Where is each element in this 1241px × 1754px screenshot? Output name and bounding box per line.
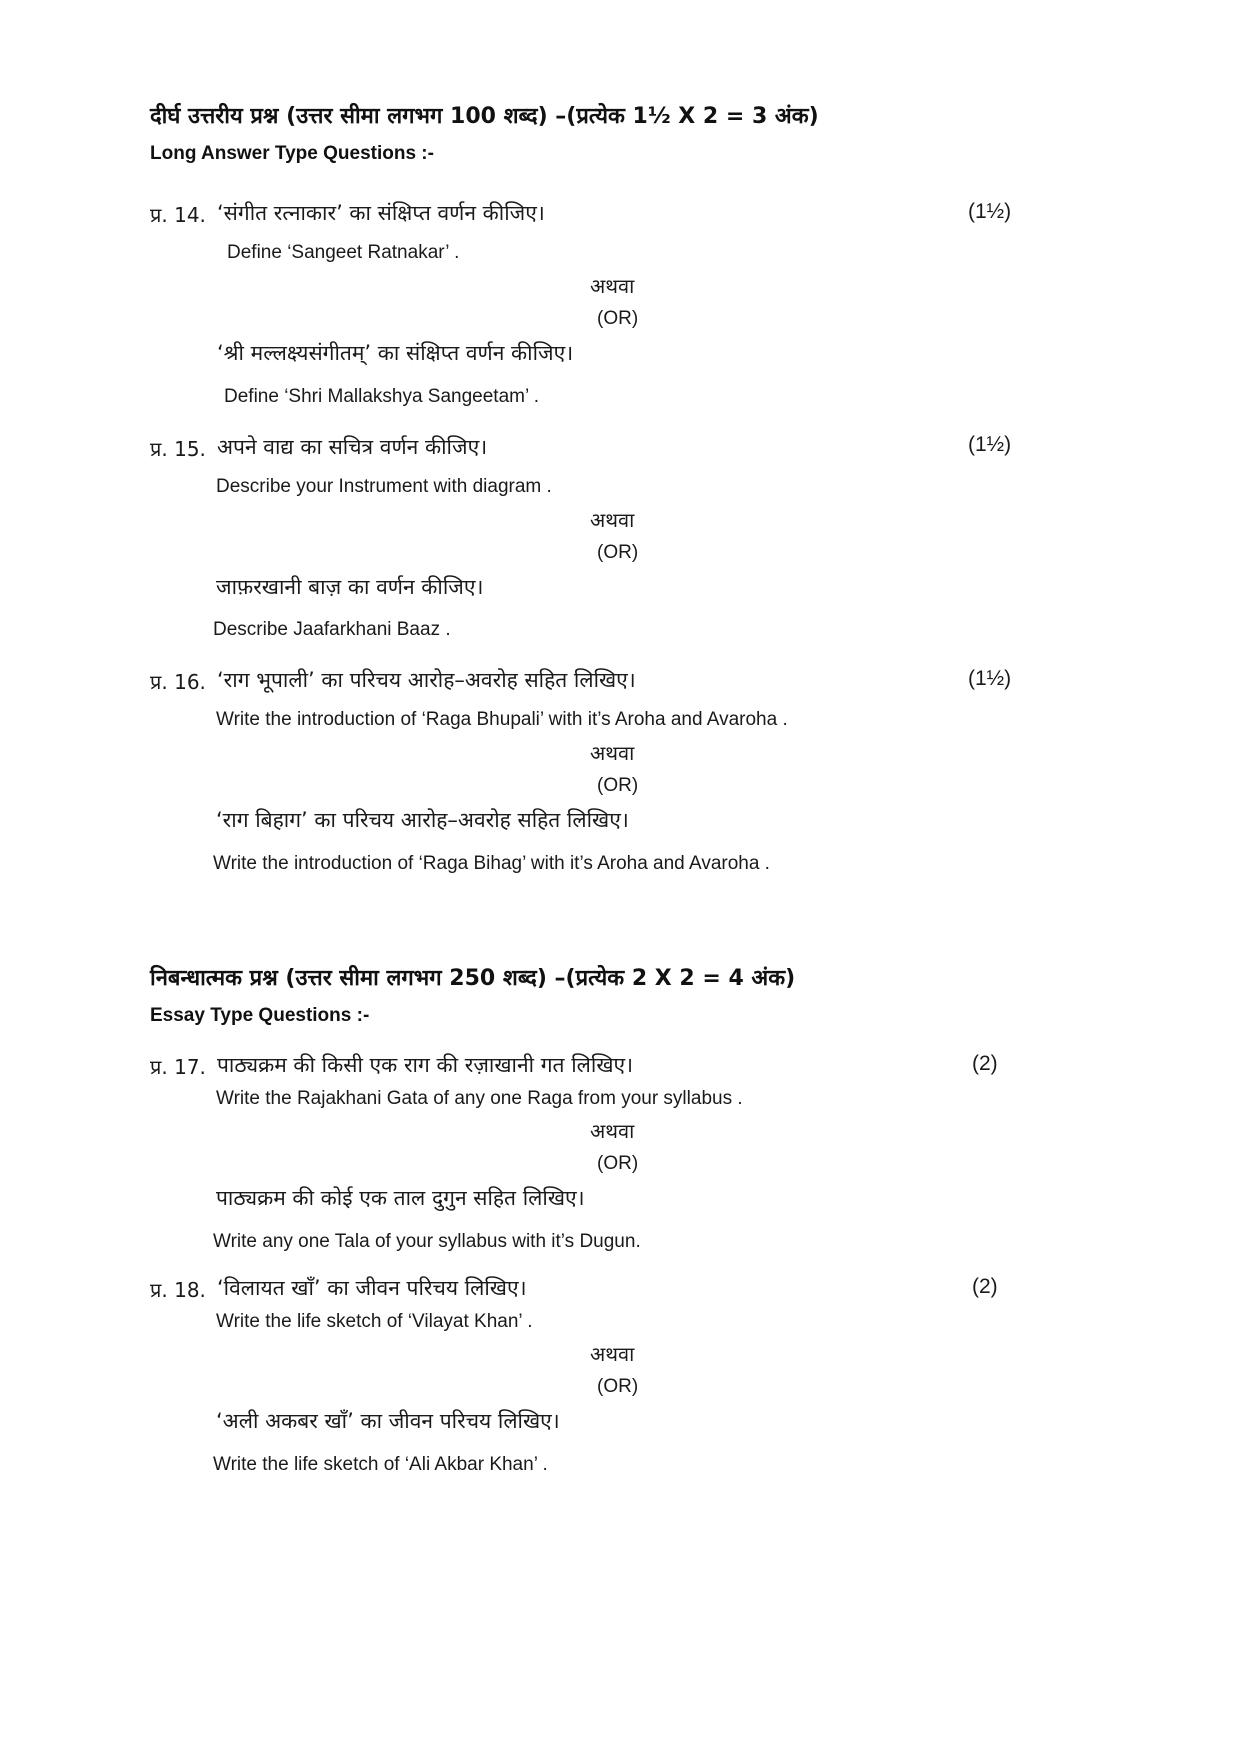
- section-title-hindi: दीर्घ उत्तरीय प्रश्न (उत्तर सीमा लगभग 100 शब्द) –(प्रत्येक 1½ X 2 = 3 अंक): [150, 104, 819, 129]
- section-title-english: Essay Type Questions :-: [150, 1005, 370, 1026]
- question-number: प्र. 14.: [150, 203, 206, 227]
- question-marks: (1½): [968, 200, 1012, 223]
- question-text-english: Describe your Instrument with diagram .: [216, 476, 552, 497]
- or-label-hindi: अथवा: [590, 1342, 635, 1366]
- or-label-english: (OR): [597, 1153, 639, 1174]
- or-label-hindi: अथवा: [590, 1119, 635, 1143]
- alternative-text-english: Define ‘Shri Mallakshya Sangeetam’ .: [224, 386, 540, 407]
- or-label-english: (OR): [597, 308, 639, 329]
- section-title-english: Long Answer Type Questions :-: [150, 143, 434, 164]
- alternative-text-english: Write the introduction of ‘Raga Bihag’ with it’s Aroha and Avaroha .: [213, 853, 770, 874]
- alternative-text-hindi: जाफ़रखानी बाज़ का वर्णन कीजिए।: [216, 575, 484, 599]
- question-number: प्र. 18.: [150, 1278, 206, 1302]
- question-text-hindi: अपने वाद्य का सचित्र वर्णन कीजिए।: [217, 435, 488, 459]
- section-title-hindi: निबन्धात्मक प्रश्न (उत्तर सीमा लगभग 250 शब्द) –(प्रत्येक 2 X 2 = 4 अंक): [150, 966, 796, 991]
- alternative-text-hindi: पाठ्यक्रम की कोई एक ताल दुगुन सहित लिखिए।: [216, 1186, 585, 1210]
- or-label-english: (OR): [597, 542, 639, 563]
- alternative-text-hindi: ‘राग बिहाग’ का परिचय आरोह–अवरोह सहित लिखिए।: [216, 808, 629, 832]
- question-number: प्र. 15.: [150, 437, 206, 461]
- alternative-text-hindi: ‘अली अकबर खाँ’ का जीवन परिचय लिखिए।: [216, 1409, 560, 1433]
- question-marks: (1½): [968, 433, 1012, 456]
- or-label-hindi: अथवा: [590, 508, 635, 532]
- alternative-text-english: Write the life sketch of ‘Ali Akbar Khan’ .: [213, 1454, 548, 1475]
- question-marks: (2): [972, 1052, 998, 1075]
- alternative-text-hindi: ‘श्री मल्लक्ष्यसंगीतम्’ का संक्षिप्त वर्णन कीजिए।: [217, 341, 574, 365]
- or-label-hindi: अथवा: [590, 274, 635, 298]
- alternative-text-english: Write any one Tala of your syllabus with it’s Dugun.: [213, 1231, 641, 1252]
- alternative-text-english: Describe Jaafarkhani Baaz .: [213, 619, 451, 640]
- question-text-hindi: ‘संगीत रत्नाकार’ का संक्षिप्त वर्णन कीजिए।: [217, 201, 545, 225]
- question-text-english: Write the introduction of ‘Raga Bhupali’ with it’s Aroha and Avaroha .: [216, 709, 788, 730]
- question-text-hindi: ‘राग भूपाली’ का परिचय आरोह–अवरोह सहित लिखिए।: [217, 668, 636, 692]
- question-text-english: Write the life sketch of ‘Vilayat Khan’ .: [216, 1311, 533, 1332]
- question-text-english: Write the Rajakhani Gata of any one Raga from your syllabus .: [216, 1088, 743, 1109]
- question-marks: (2): [972, 1275, 998, 1298]
- question-marks: (1½): [968, 667, 1012, 690]
- question-text-hindi: ‘विलायत खाँ’ का जीवन परिचय लिखिए।: [217, 1276, 527, 1300]
- or-label-english: (OR): [597, 1376, 639, 1397]
- question-text-english: Define ‘Sangeet Ratnakar’ .: [227, 242, 460, 263]
- question-text-hindi: पाठ्यक्रम की किसी एक राग की रज़ाखानी गत लिखिए।: [217, 1053, 634, 1077]
- question-number: प्र. 17.: [150, 1055, 206, 1079]
- question-number: प्र. 16.: [150, 670, 206, 694]
- or-label-hindi: अथवा: [590, 741, 635, 765]
- or-label-english: (OR): [597, 775, 639, 796]
